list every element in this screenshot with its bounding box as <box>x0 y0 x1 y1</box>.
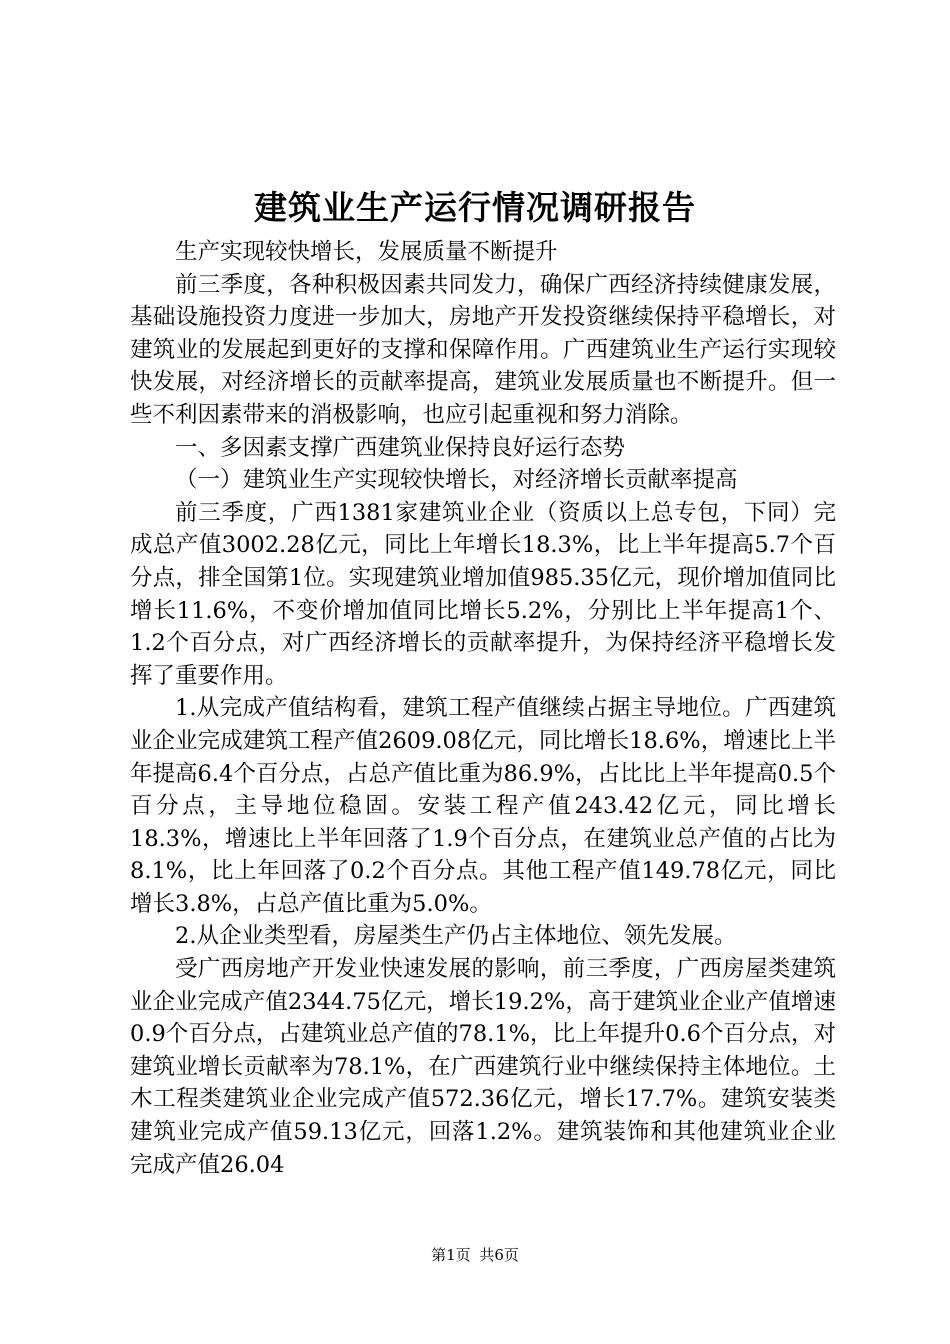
body-paragraph: 前三季度，各种积极因素共同发力，确保广西经济持续健康发展，基础设施投资力度进一步加大，房地产开发投资继续保持平稳增长，对建筑业的发展起到更好的支撑和保障作用。广西建筑业生产运行实现较快发展，对经济增长的贡献率提高，建筑业发展质量也不断提升。但一些不利因素带来的消极影响，也应引起重视和努力消除。 <box>130 271 836 428</box>
page-total: 共6页 <box>479 1246 519 1264</box>
section-heading: 一、多因素支撑广西建筑业保持良好运行态势 <box>175 434 626 461</box>
body-paragraph: 前三季度，广西1381家建筑业企业（资质以上总专包，下同）完成总产值3002.28亿元，同比上年增长18.3%，比上半年提高5.7个百分点，排全国第1位。实现建筑业增加值985.35亿元，现价增加值同比增长11.6%，不变价增加值同比增长5.2%，分别比上半年提高1个、1.2个百分点，对广西经济增长的贡献率提升，为保持经济平稳增长发挥了重要作用。 <box>130 499 836 689</box>
document-title: 建筑业生产运行情况调研报告 <box>254 188 696 227</box>
page-number: 第1页 <box>431 1246 471 1264</box>
section-heading: 生产实现较快增长，发展质量不断提升 <box>175 239 558 265</box>
document-body <box>130 236 836 1181</box>
body-paragraph: 2.从企业类型看，房屋类生产仍占主体地位、领先发展。 <box>175 923 737 950</box>
body-paragraph: 受广西房地产开发业快速发展的影响，前三季度，广西房屋类建筑业企业完成产值2344.75亿元，增长19.2%，高于建筑业企业产值增速0.9个百分点，占建筑业总产值的78.1%，比上年提升0.6个百分点，对建筑业增长贡献率为78.1%，在广西建筑行业中继续保持主体地位。土木工程类建筑业企业完成产值572.36亿元，增长17.7%。建筑安装类建筑业完成产值59.13亿元，回落1.2%。建筑装饰和其他建筑业企业完成产值26.04 <box>130 956 836 1178</box>
body-paragraph: 1.从完成产值结构看，建筑工程产值继续占据主导地位。广西建筑业企业完成建筑工程产值2609.08亿元，同比增长18.6%，增速比上半年提高6.4个百分点，占总产值比重为86.9%，占比比上半年提高0.5个百分点，主导地位稳固。安装工程产值243.42亿元，同比增长18.3%，增速比上半年回落了1.9个百分点，在建筑业总产值的占比为8.1%，比上年回落了0.2个百分点。其他工程产值149.78亿元，同比增长3.8%，占总产值比重为5.0%。 <box>130 695 836 917</box>
subsection-heading: （一）建筑业生产实现较快增长，对经济增长贡献率提高 <box>175 467 738 494</box>
page-footer <box>0 1243 950 1267</box>
